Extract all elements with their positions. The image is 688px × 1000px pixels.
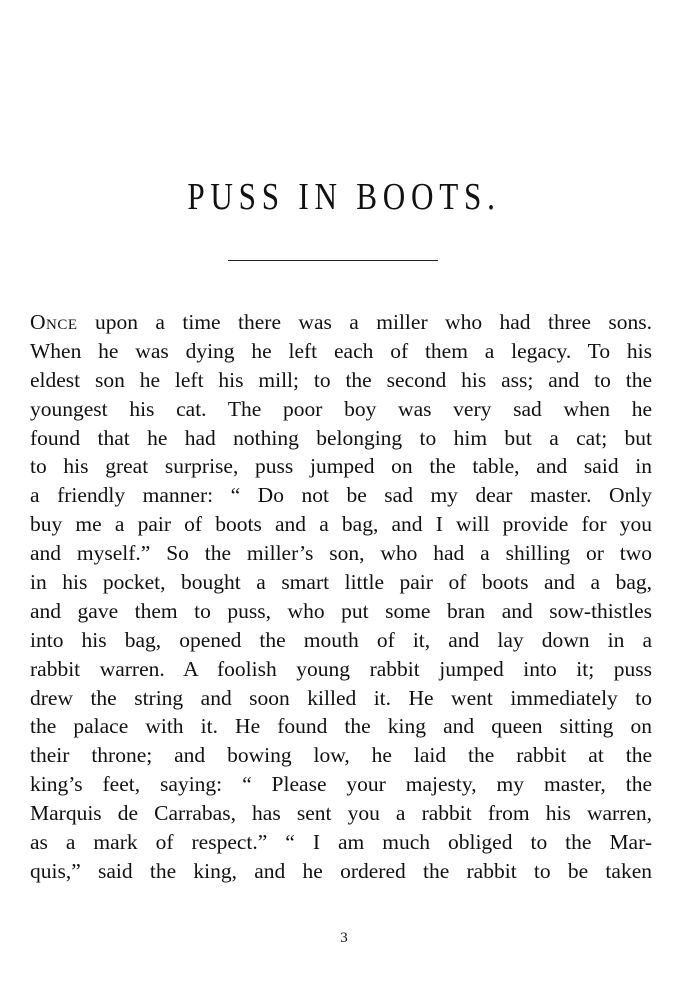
text-line: as a mark of respect.” “ I am much obliged to the Mar-: [30, 830, 652, 855]
text-line: Marquis de Carrabas, has sent you a rabbit from his warren,: [30, 801, 652, 826]
text-line: a friendly manner: “ Do not be sad my dear master. Only: [30, 483, 652, 508]
text-line: and gave them to puss, who put some bran and sow-thistles: [30, 598, 652, 623]
text-line: buy me a pair of boots and a bag, and I will provide for you: [30, 512, 652, 537]
text-line: and myself.” So the miller’s son, who had a shilling or two: [30, 541, 652, 566]
text-line: found that he had nothing belonging to him but a cat; but: [30, 425, 652, 450]
title-rule: [228, 260, 438, 261]
page-number: 3: [340, 930, 348, 946]
text-line: king’s feet, saying: “ Please your majesty, my master, the: [30, 772, 652, 797]
text-line: rabbit warren. A foolish young rabbit jumped into it; puss: [30, 656, 652, 681]
text-line: eldest son he left his mill; to the second his ass; and to the: [30, 367, 652, 392]
chapter-title: PUSS IN BOOTS.: [187, 176, 501, 218]
text-line: to his great surprise, puss jumped on the table, and said in: [30, 454, 652, 479]
text-line: in his pocket, bought a smart little pair of boots and a bag,: [30, 570, 652, 595]
text-line: Once upon a time there was a miller who had three sons.: [30, 310, 652, 334]
text-line: drew the string and soon killed it. He went immediately to: [30, 685, 652, 710]
text-line: the palace with it. He found the king and queen sitting on: [30, 714, 652, 739]
opening-word: Once: [30, 310, 78, 334]
text-line: into his bag, opened the mouth of it, and lay down in a: [30, 627, 652, 652]
text-line: youngest his cat. The poor boy was very sad when he: [30, 396, 652, 421]
story-text: [30, 308, 652, 886]
text-line: their throne; and bowing low, he laid the rabbit at the: [30, 743, 652, 768]
text-line: quis,” said the king, and he ordered the rabbit to be taken: [30, 858, 652, 883]
text-line: When he was dying he left each of them a legacy. To his: [30, 338, 652, 363]
